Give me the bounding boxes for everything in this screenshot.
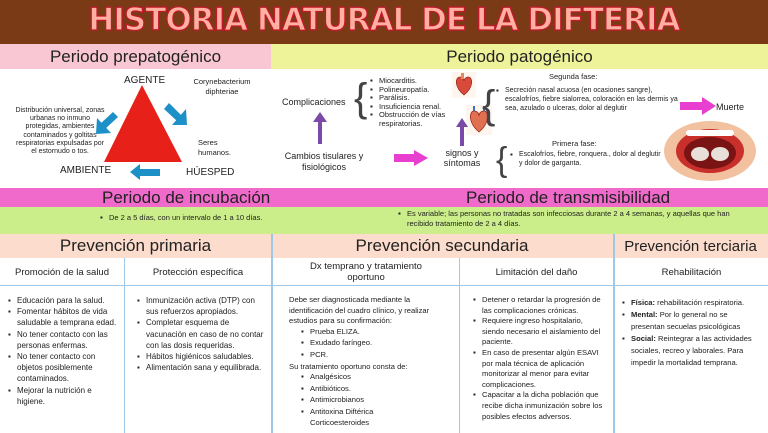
dx-label: Dx temprano y tratamiento oportuno (310, 261, 422, 283)
incubacion-title: Periodo de incubación (102, 187, 271, 207)
dx-estudios-list (289, 327, 449, 361)
prevencion-primaria-title: Prevención primaria (59, 236, 212, 255)
huesped-label: HÚESPED (186, 167, 235, 178)
limitacion-list (473, 295, 607, 422)
ambiente-label: AMBIENTE (60, 165, 112, 176)
dx-intro: Debe ser diagnosticada mediante la identificación del cuadro clínico, y realizar estudios para su confirmación: (289, 295, 430, 326)
primera-fase-label: Primera fase: (552, 139, 597, 148)
list-item: ▪ Polineuropatía. (370, 86, 456, 95)
complicaciones-list (370, 77, 456, 129)
arrow-to-muerte-icon (680, 97, 716, 115)
list-item: ▪ Parálisis. (370, 94, 456, 103)
list-item: ▪ Exudado faríngeo. (301, 338, 449, 349)
rehab-item-label: Mental: (631, 310, 658, 319)
arrow-to-signos-icon (394, 150, 428, 166)
incubacion-list (100, 213, 360, 223)
list-item: ▪ En caso de presentar algún ESAVI por mala técnica de aplicación monitorizar al menor para evitar complicaciones. (473, 348, 607, 390)
proteccion-list (137, 295, 267, 373)
patogenico-title: Periodo patogénico (446, 46, 593, 66)
proteccion-label: Protección específica (152, 266, 244, 278)
rehabilitacion-label: Rehabilitación (661, 266, 722, 278)
rehab-item-text: Por lo general no se presentan secuelas psicológicas (631, 310, 741, 331)
rehab-item-text: rehabilitación respiratoria. (655, 298, 745, 307)
list-item: ▪ Prueba ELIZA. (301, 327, 449, 338)
limitacion-label: Limitación del daño (495, 266, 578, 278)
rehab-item-text: Reintegrar a las actividades sociales, recreo y laborales. Para impedir la mortalidad temprana. (631, 334, 752, 367)
complicaciones-brace: { (354, 76, 368, 120)
list-item: ▪ Fomentar hábitos de vida saludable a temprana edad. (8, 306, 120, 328)
throat-illustration-icon (662, 120, 758, 182)
segunda-fase-list (496, 86, 678, 114)
segunda-fase-label: Segunda fase: (549, 72, 598, 81)
promocion-list (8, 295, 120, 407)
muerte-label: Muerte (716, 102, 745, 112)
list-item: ▪ Es variable; las personas no tratadas son infecciosas durante 2 a 4 semanas, y aquellas que han recibido tratamiento de 2 a 4 días. (398, 209, 750, 228)
list-item: ▪ Insuficiencia renal. (370, 103, 456, 112)
prepatogenico-title: Periodo prepatogénico (49, 46, 222, 66)
primera-fase-list (510, 150, 662, 168)
arrow-top-right-icon (164, 103, 187, 125)
dx-trat-intro: Su tratamiento oportuno consta de: (289, 361, 408, 371)
page-title: HISTORIA NATURAL DE LA DIFTERIA (88, 2, 680, 38)
divider-line (0, 285, 768, 286)
prepatogenico-header (0, 44, 271, 69)
transmisibilidad-title: Periodo de transmisibilidad (466, 187, 671, 207)
triangle-shape (104, 85, 182, 162)
list-item: ▪ Alimentación sana y equilibrada. (137, 362, 267, 373)
arrow-up-icon (313, 112, 327, 144)
list-item: ▪ Escalofríos, fiebre, ronquera., dolor al deglutir y dolor de garganta. (510, 150, 662, 168)
prevencion-secundaria-title: Prevención secundaria (355, 236, 529, 255)
rehab-item-label: Social: (631, 334, 656, 343)
list-item (622, 309, 762, 333)
list-item: ▪ Antibióticos. (301, 384, 449, 395)
prevencion-terciaria-title: Prevención terciaria (624, 237, 757, 255)
promocion-label: Promoción de la salud (15, 266, 109, 278)
list-item: ▪ No tener contacto con las personas enfermas. (8, 329, 120, 351)
cambios-label: Cambios tisulares y fisiológicos (284, 151, 364, 172)
list-item: ▪ Educación para la salud. (8, 295, 120, 306)
dx-trat-list (289, 372, 449, 428)
agente-detail: Corynebacterium diphteriae (193, 77, 251, 96)
list-item: ▪ Requiere ingreso hospitalario, siendo necesario el aislamiento del paciente. (473, 316, 607, 348)
list-item: ▪ No tener contacto con objetos posiblemente contaminados. (8, 351, 120, 385)
transmisibilidad-list (398, 209, 750, 228)
rehabilitacion-list (622, 297, 762, 369)
ambiente-detail: Distribución universal, zonas urbanas no inmuno protegidas, ambientes contaminados y goltitas respiratorias expulsadas por el estornudo o tos. (15, 107, 105, 156)
rehab-item-label: Física: (631, 298, 656, 307)
list-item: ▪ Detener o retardar la progresión de las complicaciones crónicas. (473, 295, 607, 316)
list-item: ▪ Obstrucción de vías respiratorias. (370, 111, 456, 128)
list-item: ▪ De 2 a 5 días, con un intervalo de 1 a 10 días. (100, 213, 360, 223)
agente-label: AGENTE (124, 75, 166, 86)
arrow-bottom-icon (130, 164, 160, 180)
list-item: ▪ Miocarditis. (370, 77, 456, 86)
list-item (622, 333, 762, 369)
list-item: ▪ Inmunización activa (DTP) con sus refuerzos apropiados. (137, 295, 267, 317)
huesped-detail: Seres humanos. (198, 138, 231, 157)
patogenico-header (271, 44, 768, 69)
complicaciones-label: Complicaciones (282, 97, 346, 107)
list-item: ▪ Mejorar la nutrición e higiene. (8, 385, 120, 407)
list-item: ▪ PCR. (301, 350, 449, 361)
dx-section (289, 295, 449, 429)
list-item: ▪ Completar esquema de vacunación en caso de no contar con las dosis requeridas. (137, 317, 267, 351)
list-item: ▪ Antimicrobianos (301, 395, 449, 406)
list-item: ▪ Analgésicos (301, 372, 449, 383)
segunda-fase-brace: { (482, 83, 496, 127)
heart-illustration-icon (452, 72, 476, 98)
list-item: ▪ Antitoxina Diftérica Corticoesteroides (301, 407, 381, 428)
primera-fase-brace: { (496, 141, 508, 179)
list-item: ▪ Capacitar a la dicha población que recibe dicha inmunización sobre los posibles efectos adversos. (473, 390, 607, 422)
signos-label: signos y síntomas (443, 148, 481, 168)
list-item (622, 297, 762, 309)
list-item: ▪ Hábitos higiénicos saludables. (137, 351, 267, 362)
list-item: ▪ Secreción nasal acuosa (en ocasiones sangre), escalofríos, fiebre sialorrea, coloración en las dermis ya sea, azulado o ulceras, dolor al deglutir (496, 86, 678, 114)
arrow-up-signos-icon (456, 118, 468, 146)
